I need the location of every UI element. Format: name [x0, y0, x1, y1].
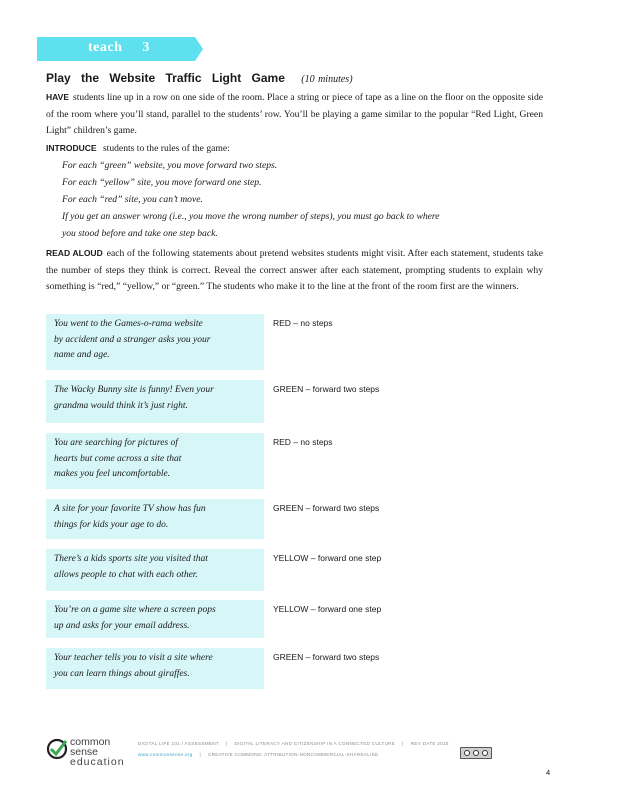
- introduce-paragraph: [46, 140, 543, 158]
- creative-commons-badge-icon: [460, 747, 492, 759]
- statement-cell: You’re on a game site where a screen pops up and asks for your email address.: [46, 600, 264, 638]
- rule-yellow: For each “yellow” site, you move forward one step.: [62, 177, 262, 188]
- read-aloud-paragraph: [46, 245, 543, 296]
- rule-wrong-answer-cont: you stood before and take one step back.: [62, 228, 218, 239]
- answer-cell: YELLOW – forward one step: [273, 604, 382, 614]
- statement-cell: You are searching for pictures of hearts but come across a site that makes you feel uncomfortable.: [46, 433, 264, 489]
- page-number: 4: [546, 768, 551, 777]
- rule-green: For each “green” website, you move forward two steps.: [62, 160, 278, 171]
- footer-url-link[interactable]: www.commonsense.org: [138, 752, 193, 757]
- statement-cell: The Wacky Bunny site is funny! Even your grandma would think it’s just right.: [46, 380, 264, 423]
- statement-cell: A site for your favorite TV show has fun things for kids your age to do.: [46, 499, 264, 539]
- statement-cell: Your teacher tells you to visit a site where you can learn things about giraffes.: [46, 648, 264, 689]
- statement-cell: There’s a kids sports site you visited that allows people to chat with each other.: [46, 549, 264, 591]
- have-text: students line up in a row on one side of the room. Place a string or piece of tape as a line on the floor on the opposite side of the room where you’ll stand, parallel to the students’ row. You’ll be playing a game similar to the popular “Red Light, Green Light” children’s game.: [46, 92, 543, 136]
- common-sense-logo: common sense education: [46, 736, 126, 768]
- read-aloud-lead: READ ALOUD: [46, 248, 103, 258]
- have-paragraph: [46, 89, 543, 140]
- rule-red: For each “red” site, you can’t move.: [62, 194, 203, 205]
- footer-license-line: www.commonsense.org | CREATIVE COMMONS: ATTRIBUTION-NONCOMMERCIAL-SHAREALIKE: [138, 752, 379, 757]
- section-banner: [37, 37, 203, 61]
- banner-label: teach 3: [88, 40, 150, 55]
- answer-cell: GREEN – forward two steps: [273, 652, 380, 662]
- activity-title: Play the Website Traffic Light Game (10 minutes): [46, 71, 353, 85]
- checkmark-logo-icon: [46, 738, 68, 760]
- read-aloud-text: each of the following statements about pretend websites students might visit. After each statement, students take the number of steps they think is correct. Reveal the correct answer after each statement, prompting students to explain why something is “red,” “yellow,” or “green.” The students who make it to the line at the front of the room first are the winners.: [46, 248, 543, 292]
- activity-duration: (10 minutes): [301, 74, 353, 85]
- answer-cell: RED – no steps: [273, 318, 333, 328]
- answer-cell: GREEN – forward two steps: [273, 384, 380, 394]
- footer-course-line: DIGITAL LIFE 101 / ASSESSMENT | DIGITAL LITERACY AND CITIZENSHIP IN A CONNECTED CULTURE | REV DATE 2015: [138, 741, 449, 746]
- answer-cell: RED – no steps: [273, 437, 333, 447]
- have-lead: HAVE: [46, 92, 69, 102]
- statement-cell: You went to the Games-o-rama website by accident and a stranger asks you your name and age.: [46, 314, 264, 370]
- rule-wrong-answer: If you get an answer wrong (i.e., you move the wrong number of steps), you must go back to where: [62, 211, 440, 222]
- answer-cell: YELLOW – forward one step: [273, 553, 382, 563]
- answer-cell: GREEN – forward two steps: [273, 503, 380, 513]
- introduce-lead: INTRODUCE: [46, 143, 97, 153]
- introduce-text: students to the rules of the game:: [102, 143, 230, 154]
